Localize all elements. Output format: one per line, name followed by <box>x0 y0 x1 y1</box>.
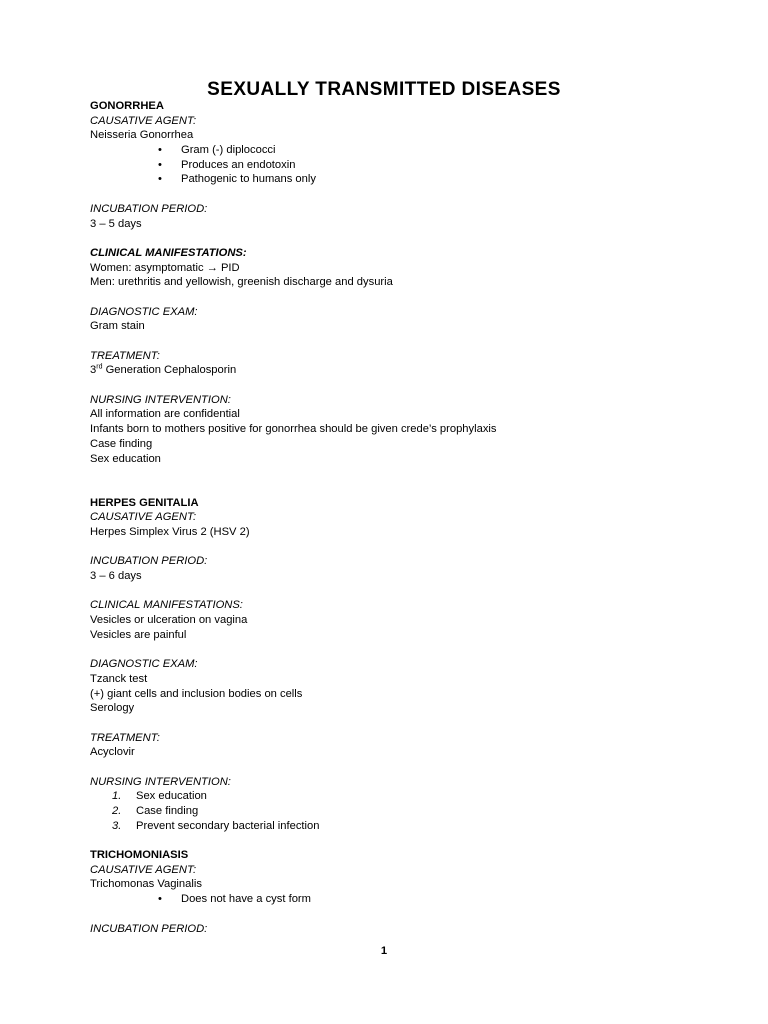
incubation-period-label: INCUBATION PERIOD: <box>90 922 208 935</box>
nursing-intervention-line: Sex education <box>90 452 161 465</box>
treatment-label: TREATMENT: <box>90 349 160 362</box>
causative-agent-value: Herpes Simplex Virus 2 (HSV 2) <box>90 525 250 538</box>
clinical-manifestation-line: Men: urethritis and yellowish, greenish discharge and dysuria <box>90 276 393 289</box>
section-heading: TRICHOMONIASIS <box>90 849 189 862</box>
clinical-manifestation-line: Women: asymptomatic → PID <box>90 261 240 274</box>
bullet-item: • Pathogenic to humans only <box>158 173 316 186</box>
clinical-manifestation-line: Vesicles or ulceration on vagina <box>90 614 248 627</box>
incubation-period-value: 3 – 6 days <box>90 570 142 583</box>
document-title: SEXUALLY TRANSMITTED DISEASES <box>207 79 561 100</box>
section-heading: HERPES GENITALIA <box>90 496 199 509</box>
document-body <box>90 99 710 936</box>
bullet-item: • Produces an endotoxin <box>158 158 296 171</box>
numbered-item: 1. Sex education <box>112 790 207 803</box>
page-number: 1 <box>380 945 388 957</box>
bullet-icon: • <box>158 144 162 157</box>
diagnostic-exam-label: DIAGNOSTIC EXAM: <box>90 305 198 318</box>
causative-agent-value: Trichomonas Vaginalis <box>90 878 202 891</box>
bullet-item: • Does not have a cyst form <box>158 893 311 906</box>
numbered-item: 3. Prevent secondary bacterial infection <box>112 819 320 832</box>
incubation-period-label: INCUBATION PERIOD: <box>90 555 208 568</box>
treatment-label: TREATMENT: <box>90 731 160 744</box>
incubation-period-value: 3 – 5 days <box>90 217 142 230</box>
bullet-icon: • <box>158 893 162 906</box>
bullet-icon: • <box>158 158 162 171</box>
nursing-intervention-label: NURSING INTERVENTION: <box>90 393 231 406</box>
section-heading: GONORRHEA <box>90 100 164 112</box>
diagnostic-exam-line: Tzanck test <box>90 672 148 685</box>
diagnostic-exam-label: DIAGNOSTIC EXAM: <box>90 658 198 671</box>
bullet-item: • Gram (-) diplococci <box>158 144 276 157</box>
causative-agent-label: CAUSATIVE AGENT: <box>90 114 197 127</box>
section-gonorrhea <box>90 99 710 466</box>
diagnostic-exam-line: (+) giant cells and inclusion bodies on cells <box>90 687 303 700</box>
causative-agent-label: CAUSATIVE AGENT: <box>90 511 197 524</box>
clinical-manifestations-label: CLINICAL MANIFESTATIONS: <box>90 246 247 259</box>
nursing-intervention-line: Infants born to mothers positive for gonorrhea should be given crede’s prophylaxis <box>90 423 497 436</box>
clinical-manifestations-label: CLINICAL MANIFESTATIONS: <box>90 599 243 612</box>
numbered-item: 2. Case finding <box>112 805 199 818</box>
diagnostic-exam-line: Gram stain <box>90 320 145 333</box>
diagnostic-exam-line: Serology <box>90 702 135 715</box>
section-herpes-genitalia <box>90 496 710 834</box>
nursing-intervention-line: Case finding <box>90 437 153 450</box>
incubation-period-label: INCUBATION PERIOD: <box>90 202 208 215</box>
causative-agent-label: CAUSATIVE AGENT: <box>90 863 197 876</box>
nursing-intervention-line: All information are confidential <box>90 408 240 421</box>
bullet-icon: • <box>158 173 162 186</box>
causative-agent-value: Neisseria Gonorrhea <box>90 129 194 142</box>
treatment-value: 3rd Generation Cephalosporin <box>90 363 237 377</box>
nursing-intervention-label: NURSING INTERVENTION: <box>90 775 231 788</box>
treatment-value: Acyclovir <box>90 746 135 759</box>
clinical-manifestation-line: Vesicles are painful <box>90 628 187 641</box>
section-trichomoniasis <box>90 848 710 936</box>
